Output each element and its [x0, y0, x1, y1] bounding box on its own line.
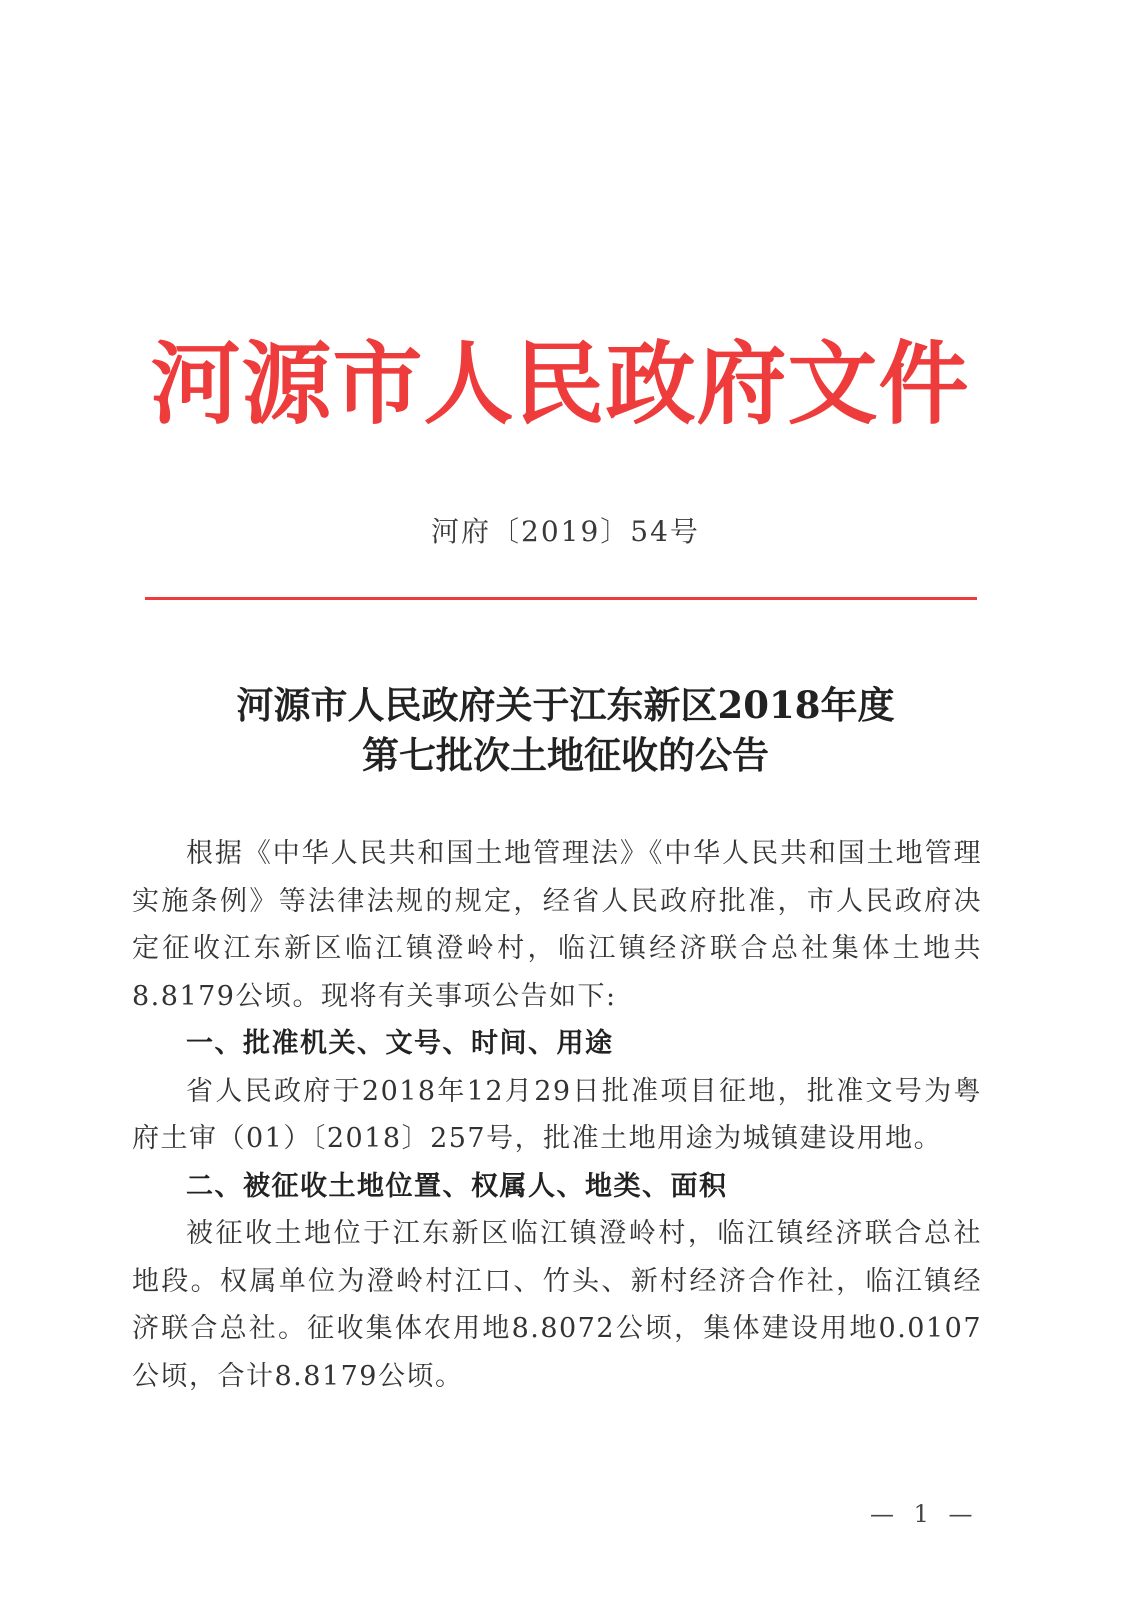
document-number: 河府〔2019〕54号: [431, 515, 700, 548]
section-2-heading: 二、被征收土地位置、权属人、地类、面积: [186, 1170, 728, 1202]
masthead-title: 河源市人民政府文件: [150, 332, 970, 437]
announcement-body: [132, 830, 982, 1400]
announcement-title: [0, 680, 1131, 780]
red-divider-line: [145, 597, 977, 600]
intro-paragraph: 根据《中华人民共和国土地管理法》《中华人民共和国土地管理实施条例》等法律法规的规定，经省人民政府批准，市人民政府决定征收江东新区临江镇澄岭村，临江镇经济联合总社集体土地共8.8179公顷。现将有关事项公告如下:: [132, 838, 982, 1012]
title-line-1: 河源市人民政府关于江东新区2018年度: [236, 683, 895, 727]
title-line-2: 第七批次土地征收的公告: [362, 733, 769, 777]
page-number: — 1 —: [870, 1500, 979, 1528]
section-2-paragraph: 被征收土地位于江东新区临江镇澄岭村，临江镇经济联合总社地段。权属单位为澄岭村江口、竹头、新村经济合作社，临江镇经济联合总社。征收集体农用地8.8072公顷，集体建设用地0.0107公顷，合计8.8179公顷。: [132, 1218, 982, 1392]
section-1-heading: 一、批准机关、文号、时间、用途: [186, 1028, 614, 1059]
section-1-paragraph: 省人民政府于2018年12月29日批准项目征地，批准文号为粤府土审（01）〔2018〕257号，批准土地用途为城镇建设用地。: [132, 1075, 982, 1154]
